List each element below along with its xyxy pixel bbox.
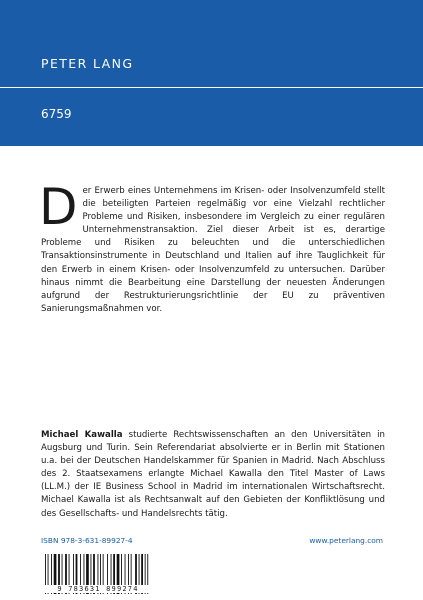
- header-divider: [0, 87, 423, 88]
- isbn-label: ISBN 978-3-631-89927-4: [41, 536, 133, 545]
- publisher-website-link[interactable]: www.peterlang.com: [309, 536, 383, 545]
- series-number: 6759: [41, 107, 72, 121]
- drop-cap-letter: D: [39, 178, 78, 236]
- publisher-logo-text: PETER LANG: [41, 56, 134, 71]
- author-bio: [41, 429, 385, 521]
- description-text: er Erwerb eines Unternehmens im Krisen- oder Insolvenzumfeld stellt die beteiligten Parteien regelmäßig vor eine Vielzahl rechtlicher Probleme und Risiken, insbesondere im Vergleich zu einer regulären Unternehmenstransaktion. Ziel dieser Arbeit ist es, derartige Probleme und Risiken zu beleuchten und die unterschiedlichen Transaktionsinstrumente in Deutschland und Italien auf ihre Tauglichkeit für den Erwerb in einem Krisen- oder Insolvenzumfeld zu untersuchen. Darüber hinaus nimmt die Bearbeitung eine Darstellung der neuesten Änderungen aufgrund der Restrukturierungsrichtlinie der EU zu präventiven Sanierungsmaßnahmen vor.: [41, 186, 385, 314]
- publisher-header-band: [0, 0, 423, 146]
- author-name: Michael Kawalla: [41, 430, 123, 440]
- barcode-digits: 9 783631 899274: [41, 585, 155, 593]
- author-bio-text: studierte Rechtswissenschaften an den Universitäten in Augsburg und Turin. Sein Referendariat absolvierte er in Berlin mit Stationen u.a. bei der Deutschen Handelskammer für Spanien in Madrid. Nach Abschluss des 2. Staatsexamens erlangte Michael Kawalla den Titel Master of Laws (LL.M.) der IE Business School in Madrid im internationalen Wirtschaftsrecht. Michael Kawalla ist als Rechtsanwalt auf den Gebieten der Konfliktlösung und des Gesellschafts- und Handelsrechts tätig.: [41, 430, 385, 519]
- book-description: [39, 178, 385, 316]
